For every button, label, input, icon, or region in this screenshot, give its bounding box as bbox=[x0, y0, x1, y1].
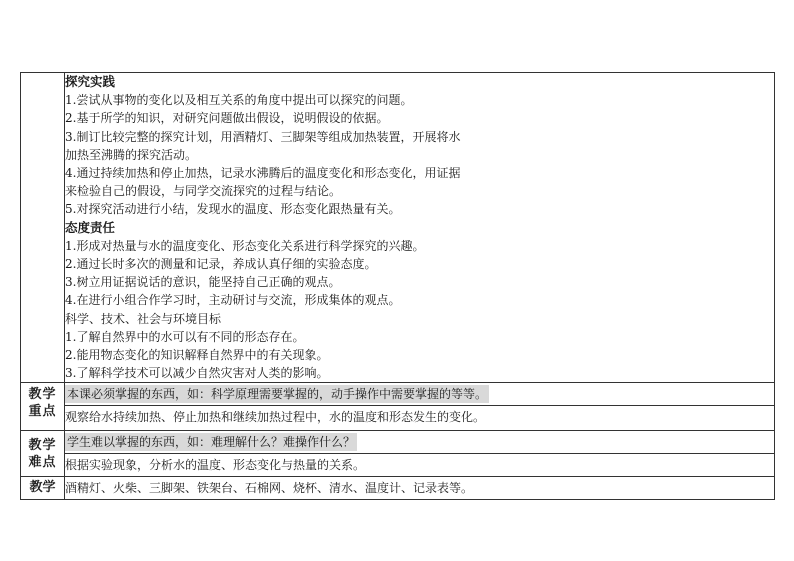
difficulties-label bbox=[21, 431, 65, 477]
difficulties-hint-cell bbox=[65, 431, 775, 454]
objective-line: 1.尝试从事物的变化以及相互关系的角度中提出可以探究的问题。 bbox=[65, 93, 413, 108]
objective-line: 科学、技术、社会与环境目标 bbox=[65, 311, 222, 326]
objective-line: 3.树立用证据说话的意识，能坚持自己正确的观点。 bbox=[65, 275, 341, 290]
objective-line: 2.基于所学的知识，对研究问题做出假设，说明假设的依据。 bbox=[65, 111, 389, 126]
key-points-text: 观察给水持续加热、停止加热和继续加热过程中，水的温度和形态发生的变化。 bbox=[65, 406, 775, 431]
key-points-hint-cell bbox=[65, 383, 775, 406]
objectives-label-cell bbox=[21, 73, 65, 383]
difficulties-text: 根据实验现象，分析水的温度、形态变化与热量的关系。 bbox=[65, 454, 775, 477]
lesson-plan-table bbox=[20, 72, 775, 500]
materials-label: 教学 bbox=[21, 477, 65, 500]
difficulties-text-row bbox=[21, 454, 775, 477]
difficulties-label-line1: 教学 bbox=[28, 438, 57, 454]
objective-line: 1.了解自然界中的水可以有不同的形态存在。 bbox=[65, 329, 305, 344]
difficulties-hint: 学生难以掌握的东西，如：难理解什么？难操作什么？ bbox=[67, 435, 356, 450]
objective-line: 4.在进行小组合作学习时，主动研讨与交流，形成集体的观点。 bbox=[65, 293, 401, 308]
objective-line: 1.形成对热量与水的温度变化、形态变化关系进行科学探究的兴趣。 bbox=[65, 238, 425, 253]
materials-text: 酒精灯、火柴、三脚架、铁架台、石棉网、烧杯、清水、温度计、记录表等。 bbox=[65, 477, 775, 500]
objective-line: 来检验自己的假设，与同学交流探究的过程与结论。 bbox=[65, 184, 342, 199]
key-points-label bbox=[21, 383, 65, 431]
key-points-text-row bbox=[21, 406, 775, 431]
objectives-content bbox=[65, 73, 775, 383]
key-points-label-line2: 重点 bbox=[28, 404, 57, 420]
objective-line: 2.能用物态变化的知识解释自然界中的有关现象。 bbox=[65, 348, 329, 363]
objective-line: 4.通过持续加热和停止加热，记录水沸腾后的温度变化和形态变化，用证据 bbox=[65, 166, 461, 181]
section-heading: 探究实践 bbox=[65, 74, 116, 89]
objective-line: 2.通过长时多次的测量和记录，养成认真仔细的实验态度。 bbox=[65, 257, 377, 272]
key-points-hint: 本课必须掌握的东西，如：科学原理需要掌握的，动手操作中需要掌握的等等。 bbox=[67, 387, 488, 402]
key-points-label-line1: 教学 bbox=[28, 387, 57, 403]
objective-line: 3.了解科学技术可以减少自然灾害对人类的影响。 bbox=[65, 366, 329, 381]
objective-line: 加热至沸腾的探究活动。 bbox=[65, 147, 198, 162]
objective-line: 3.制订比较完整的探究计划，用酒精灯、三脚架等组成加热装置，开展将水 bbox=[65, 129, 461, 144]
key-points-hint-row bbox=[21, 383, 775, 406]
objective-line: 5.对探究活动进行小结，发现水的温度、形态变化跟热量有关。 bbox=[65, 202, 401, 217]
difficulties-label-line2: 难点 bbox=[28, 455, 57, 471]
section-heading: 态度责任 bbox=[65, 219, 116, 235]
difficulties-hint-row bbox=[21, 431, 775, 454]
objectives-row bbox=[21, 73, 775, 383]
materials-row bbox=[21, 477, 775, 500]
